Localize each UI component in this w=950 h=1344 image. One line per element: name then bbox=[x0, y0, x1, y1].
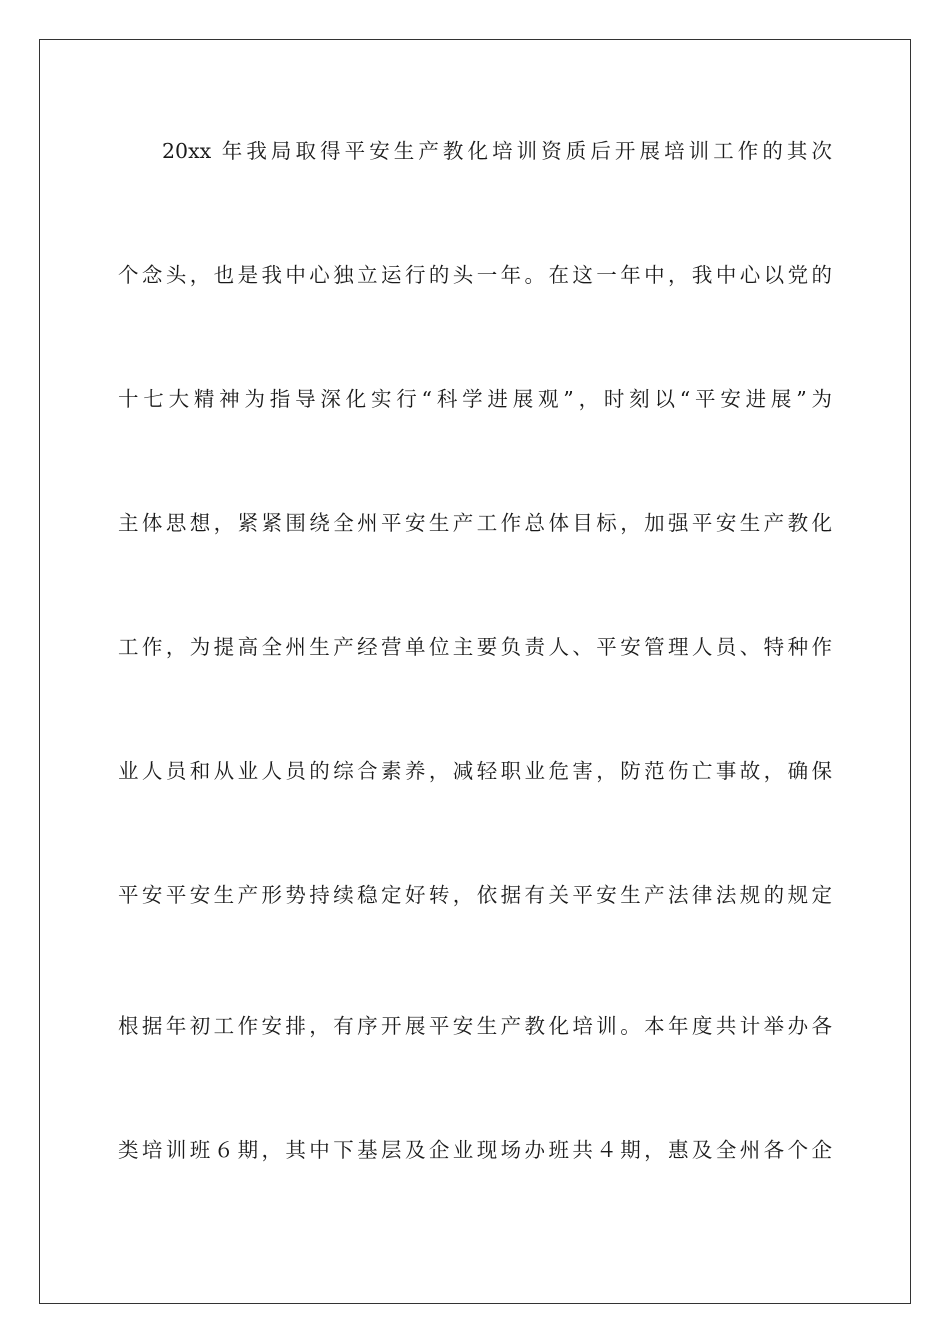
paragraph-line-8: 根据年初工作安排，有序开展平安生产教化培训。本年度共计举办各 bbox=[118, 1014, 832, 1038]
paragraph-line-4: 主体思想，紧紧围绕全州平安生产工作总体目标，加强平安生产教化 bbox=[118, 511, 832, 535]
paragraph-line-5: 工作，为提高全州生产经营单位主要负责人、平安管理人员、特种作 bbox=[118, 635, 832, 659]
page-border bbox=[39, 39, 911, 1304]
paragraph-line-9: 类培训班６期，其中下基层及企业现场办班共４期，惠及全州各个企 bbox=[118, 1138, 832, 1162]
paragraph-line-7: 平安平安生产形势持续稳定好转，依据有关平安生产法律法规的规定 bbox=[118, 883, 832, 907]
paragraph-line-3: 十七大精神为指导深化实行“科学进展观”，时刻以“平安进展”为 bbox=[118, 387, 832, 411]
paragraph-line-6: 业人员和从业人员的综合素养，减轻职业危害，防范伤亡事故，确保 bbox=[118, 759, 832, 783]
paragraph-line-1: 20xx 年我局取得平安生产教化培训资质后开展培训工作的其次 bbox=[162, 139, 832, 163]
paragraph-line-2: 个念头，也是我中心独立运行的头一年。在这一年中，我中心以党的 bbox=[118, 263, 832, 287]
